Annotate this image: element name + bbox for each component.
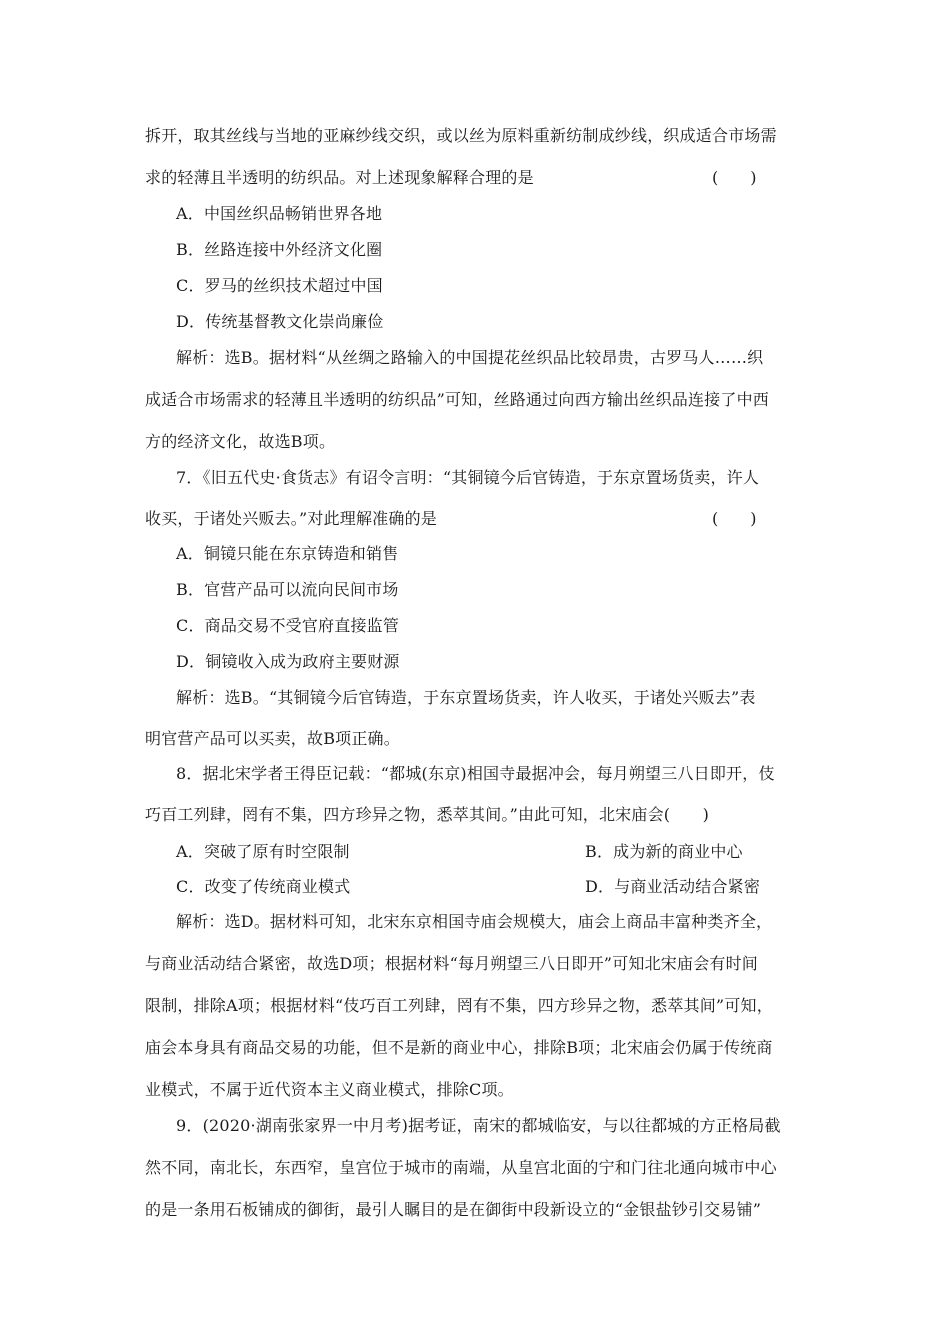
q6-analysis-line-2: 成适合市场需求的轻薄且半透明的纺织品”可知，丝路通过向西方输出丝织品连接了中西	[145, 390, 769, 409]
q8-analysis-line-5: 业模式，不属于近代资本主义商业模式，排除C项。	[145, 1080, 514, 1099]
q6-analysis-line-3: 方的经济文化，故选B项。	[145, 432, 336, 451]
q7-option-c: C．商品交易不受官府直接监管	[176, 616, 400, 635]
q8-option-d: D．与商业活动结合紧密	[585, 877, 761, 896]
q6-option-d: D．传统基督教文化崇尚廉俭	[176, 312, 384, 331]
q6-stem-line-2: 求的轻薄且半透明的纺织品。对上述现象解释合理的是	[145, 168, 534, 187]
q6-answer-blank: ( )	[712, 168, 757, 187]
q8-analysis-line-3: 限制，排除A项；根据材料“伎巧百工列肆，罔有不集，四方珍异之物，悉萃其间”可知，	[145, 996, 773, 1015]
q8-option-c: C．改变了传统商业模式	[176, 877, 351, 896]
q8-option-a: A．突破了原有时空限制	[176, 842, 350, 861]
q8-stem-line-1: 8．据北宋学者王得臣记载：“都城(东京)相国寺最据冲会，每月朔望三八日即开，伎	[176, 764, 775, 783]
q6-stem-line-1: 拆开，取其丝线与当地的亚麻纱线交织，或以丝为原料重新纺制成纱线，织成适合市场需	[145, 126, 777, 145]
q8-analysis-line-2: 与商业活动结合紧密，故选D项；根据材料“每月朔望三八日即开”可知北宋庙会有时间	[145, 954, 758, 973]
q7-analysis-line-2: 明官营产品可以买卖，故B项正确。	[145, 729, 400, 748]
q6-option-b: B．丝路连接中外经济文化圈	[176, 240, 383, 259]
q7-stem-line-2: 收买，于诸处兴贩去。”对此理解准确的是	[145, 509, 437, 528]
q8-stem-line-2	[145, 804, 709, 826]
q9-stem-line-1: 9．(2020·湖南张家界一中月考)据考证，南宋的都城临安，与以往都城的方正格局截	[176, 1116, 781, 1135]
q8-stem-line-2-text: 巧百工列肆，罔有不集，四方珍异之物，悉萃其间。”由此可知，北宋庙会	[145, 805, 664, 824]
q7-option-b: B．官营产品可以流向民间市场	[176, 580, 399, 599]
q9-stem-line-3: 的是一条用石板铺成的御街，最引人瞩目的是在御街中段新设立的“金银盐钞引交易铺”	[145, 1200, 762, 1219]
q7-answer-blank: ( )	[712, 509, 757, 528]
q8-option-b: B．成为新的商业中心	[585, 842, 743, 861]
q6-option-c: C．罗马的丝织技术超过中国	[176, 276, 383, 295]
q6-analysis-line-1: 解析：选B。据材料“从丝绸之路输入的中国提花丝织品比较昂贵，古罗马人……织	[176, 348, 764, 367]
q9-stem-line-2: 然不同，南北长，东西窄，皇宫位于城市的南端，从皇宫北面的宁和门往北通向城市中心	[145, 1158, 777, 1177]
q7-stem-line-1: 7．《旧五代史·食货志》有诏令言明：“其铜镜今后官铸造，于东京置场货卖，许人	[176, 468, 760, 487]
q8-analysis-line-1: 解析：选D。据材料可知，北宋东京相国寺庙会规模大，庙会上商品丰富种类齐全，	[176, 912, 773, 931]
q7-option-d: D．铜镜收入成为政府主要财源	[176, 652, 400, 671]
q6-option-a: A．中国丝织品畅销世界各地	[176, 204, 383, 223]
q7-analysis-line-1: 解析：选B。“其铜镜今后官铸造，于东京置场货卖，许人收买，于诸处兴贩去”表	[176, 688, 756, 707]
q8-answer-blank: ( )	[663, 805, 710, 824]
q8-analysis-line-4: 庙会本身具有商品交易的功能，但不是新的商业中心，排除B项；北宋庙会仍属于传统商	[145, 1038, 773, 1057]
q7-option-a: A．铜镜只能在东京铸造和销售	[176, 544, 399, 563]
